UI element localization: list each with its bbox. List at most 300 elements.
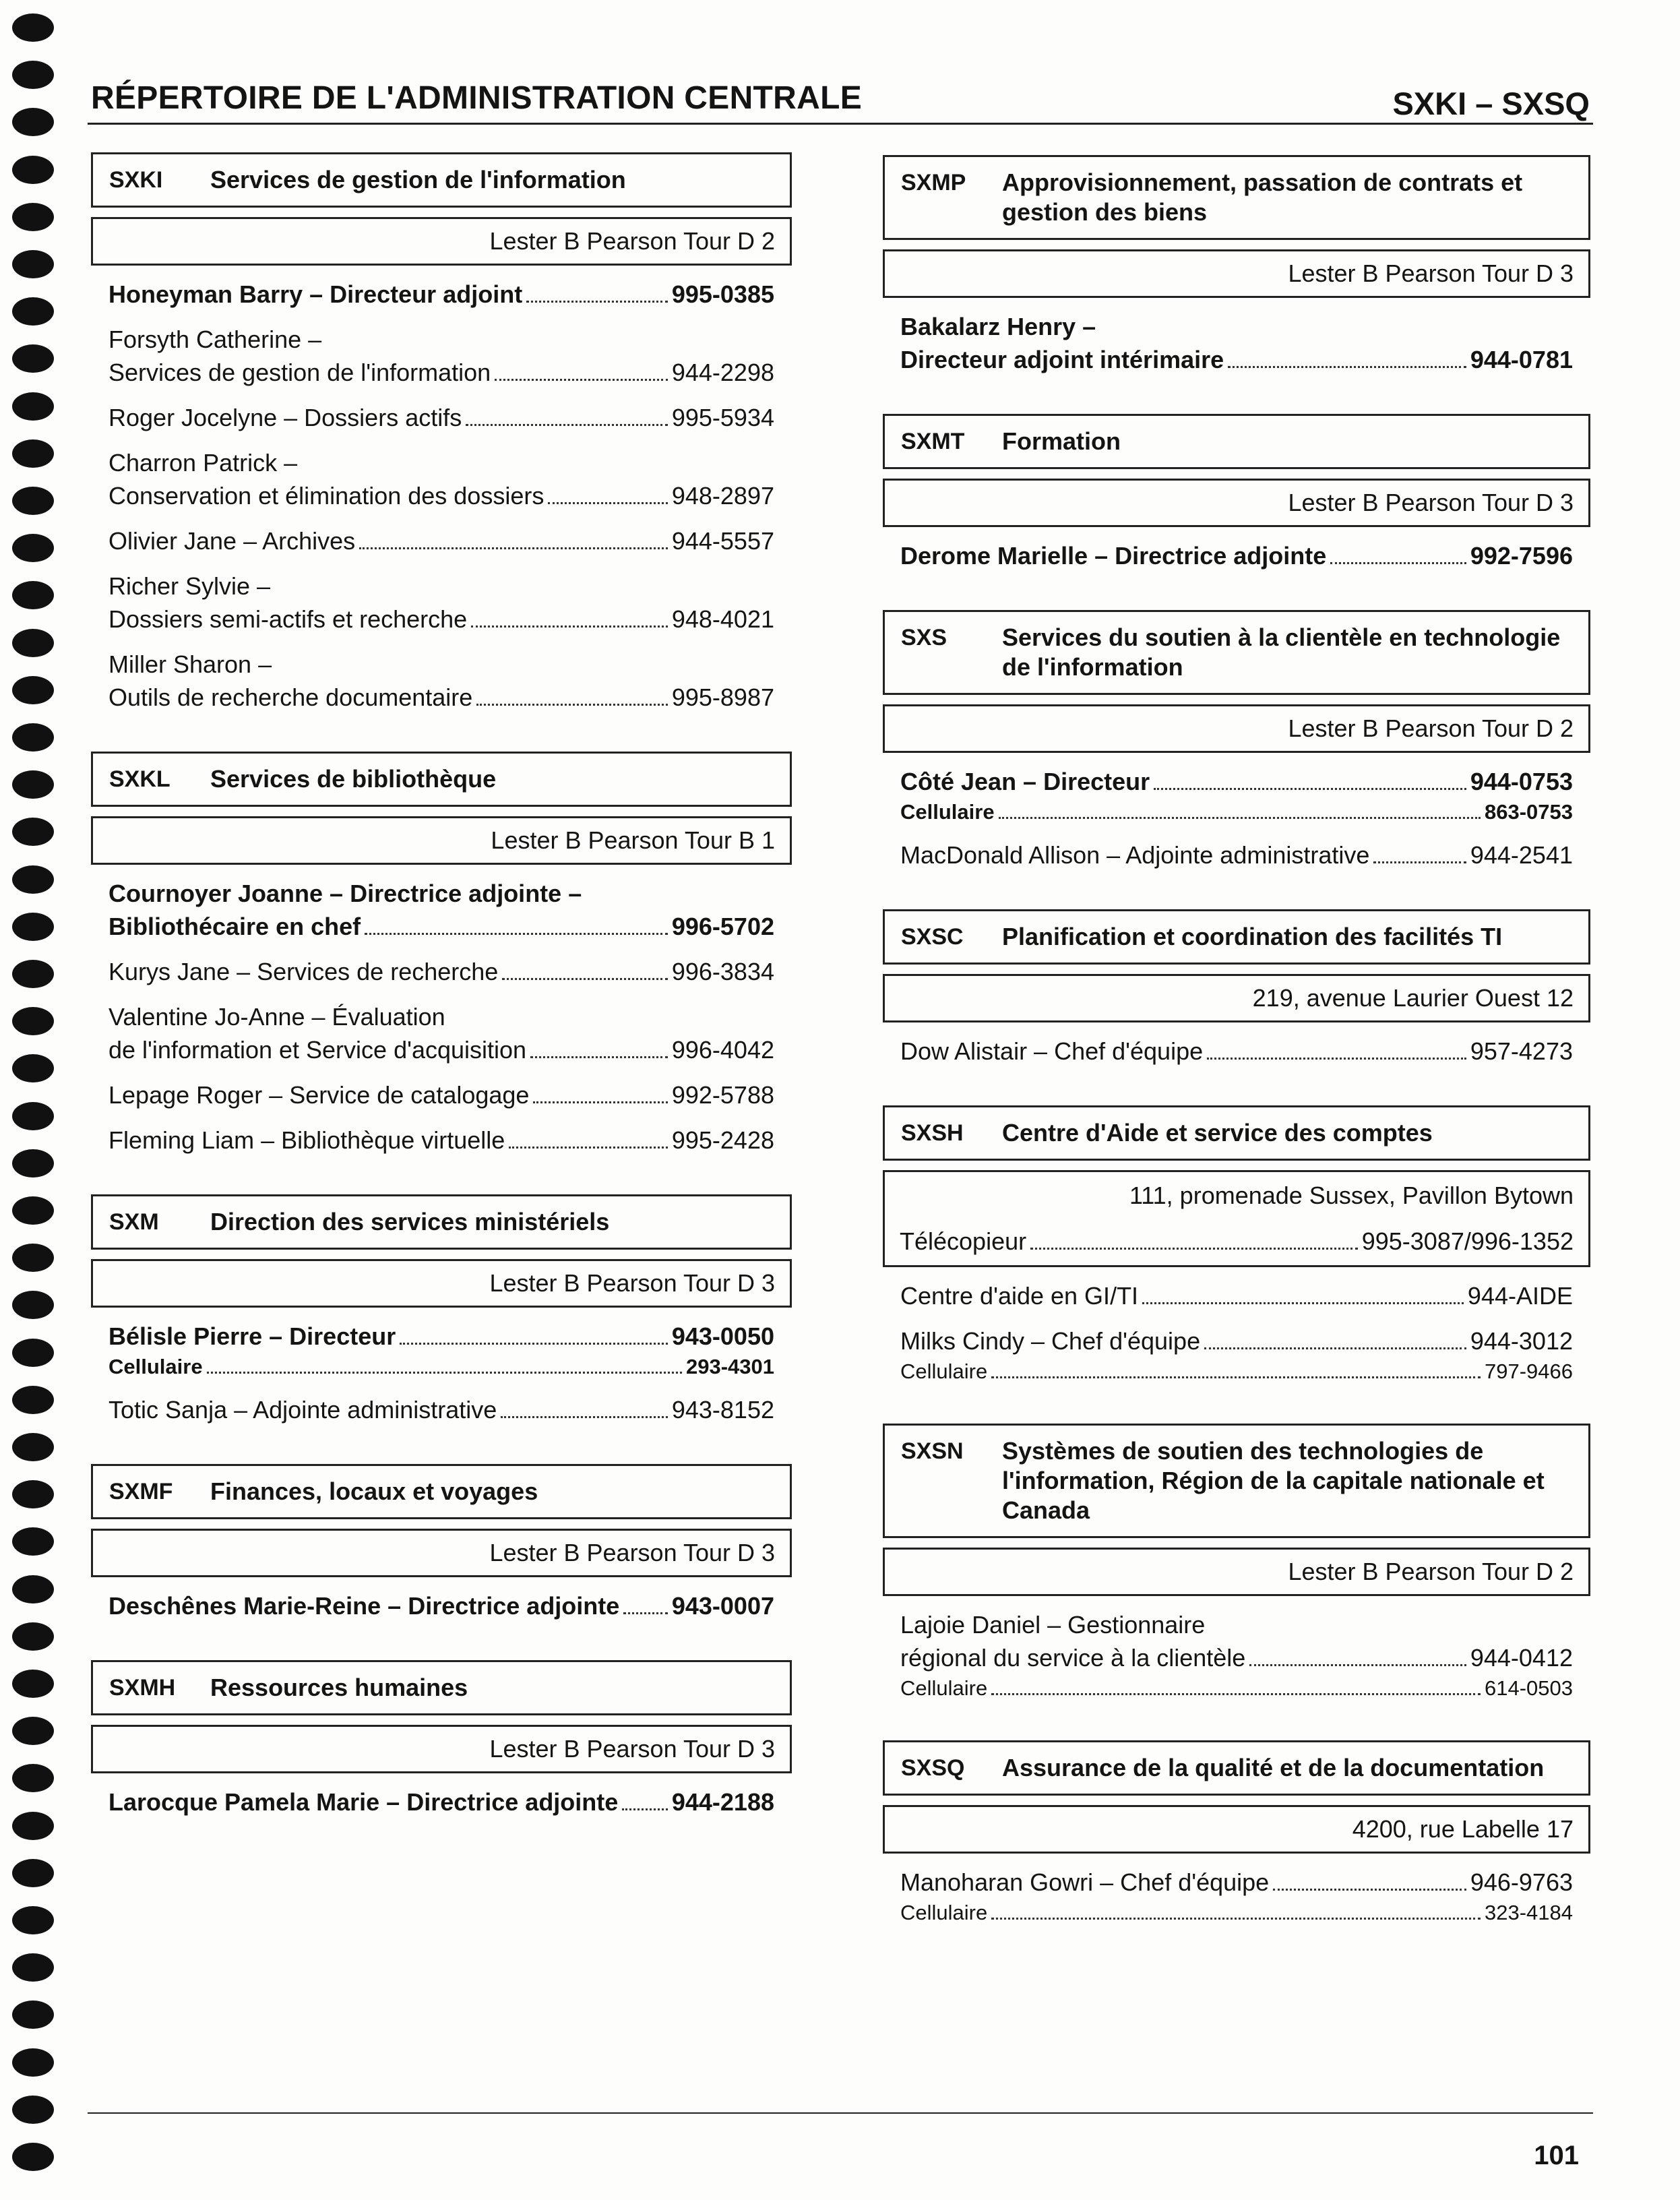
page-range: SXKI – SXSQ bbox=[1392, 86, 1590, 121]
section-code: SXSH bbox=[901, 1120, 964, 1146]
section-code: SXKL bbox=[109, 766, 170, 792]
entry-list bbox=[883, 1608, 1590, 1703]
location-address: 111, promenade Sussex, Pavillon Bytown bbox=[1129, 1182, 1574, 1209]
dot-leader bbox=[999, 817, 1481, 819]
contact-label: Dow Alistair – Chef d'équipe bbox=[900, 1037, 1204, 1065]
entry-line bbox=[900, 1641, 1573, 1674]
phone-number: 323-4184 bbox=[1484, 1901, 1573, 1924]
dot-leader bbox=[1207, 1058, 1466, 1060]
location-box bbox=[883, 974, 1590, 1022]
binding-hole bbox=[12, 1812, 54, 1840]
left-column bbox=[91, 152, 792, 1856]
section-title: Finances, locaux et voyages bbox=[210, 1477, 538, 1505]
section-sxmh bbox=[91, 1660, 792, 1819]
phone-number: 944-0753 bbox=[1470, 768, 1573, 795]
binding-hole bbox=[12, 1054, 54, 1082]
section-title-box bbox=[883, 909, 1590, 965]
location-address: Lester B Pearson Tour D 3 bbox=[1288, 259, 1574, 287]
contact-label: Larocque Pamela Marie – Directrice adjointe bbox=[108, 1788, 619, 1816]
section-sxkl bbox=[91, 752, 792, 1157]
entry-line bbox=[900, 310, 1573, 343]
binding-hole bbox=[12, 344, 54, 373]
section-title-box bbox=[883, 155, 1590, 240]
entry-list bbox=[91, 877, 792, 1157]
dot-leader bbox=[476, 704, 668, 706]
dot-leader bbox=[991, 1376, 1481, 1378]
phone-number: 863-0753 bbox=[1484, 800, 1573, 824]
directory-entry bbox=[108, 1785, 774, 1819]
phone-number: 944-2188 bbox=[671, 1788, 774, 1816]
entry-list bbox=[883, 1866, 1590, 1927]
section-code: SXMP bbox=[901, 170, 966, 195]
dot-leader bbox=[501, 1416, 668, 1418]
phone-number: 614-0503 bbox=[1484, 1676, 1573, 1700]
contact-label: Roger Jocelyne – Dossiers actifs bbox=[108, 404, 462, 431]
binding-hole bbox=[12, 960, 54, 988]
dot-leader bbox=[1204, 1347, 1466, 1349]
directory-entry bbox=[108, 955, 774, 988]
entry-line bbox=[108, 1393, 774, 1426]
contact-label: Services de gestion de l'information bbox=[108, 359, 491, 386]
phone-number: 944-2298 bbox=[671, 359, 774, 386]
binding-hole bbox=[12, 865, 54, 894]
contact-label: Miller Sharon – bbox=[108, 650, 272, 678]
section-code: SXSQ bbox=[901, 1755, 965, 1781]
section-sxmp bbox=[883, 155, 1590, 376]
entry-list bbox=[91, 1320, 792, 1426]
entry-line bbox=[900, 1324, 1573, 1357]
directory-entry bbox=[108, 446, 774, 512]
dot-leader bbox=[1273, 1889, 1466, 1891]
binding-hole bbox=[12, 61, 54, 89]
section-sxm bbox=[91, 1194, 792, 1426]
contact-label: Outils de recherche documentaire bbox=[108, 683, 473, 711]
phone-number: 943-0050 bbox=[671, 1322, 774, 1350]
binding-hole bbox=[12, 439, 54, 468]
entry-line bbox=[108, 1589, 774, 1622]
binding-hole bbox=[12, 250, 54, 278]
phone-number: 943-0007 bbox=[671, 1592, 774, 1620]
directory-entry bbox=[108, 401, 774, 434]
section-title: Ressources humaines bbox=[210, 1674, 468, 1701]
entry-line bbox=[108, 1000, 774, 1033]
binding-hole bbox=[12, 770, 54, 799]
contact-label: Totic Sanja – Adjointe administrative bbox=[108, 1396, 497, 1424]
binding-hole bbox=[12, 203, 54, 231]
dot-leader bbox=[1249, 1664, 1466, 1666]
directory-entry bbox=[900, 1279, 1573, 1312]
contact-label: Conservation et élimination des dossiers bbox=[108, 482, 545, 510]
location-address: Lester B Pearson Tour D 3 bbox=[489, 1269, 775, 1297]
phone-number: 995-2428 bbox=[671, 1126, 774, 1154]
section-title: Approvisionnement, passation de contrats et gestion des biens bbox=[1002, 169, 1523, 226]
cell-label: Cellulaire bbox=[900, 1901, 988, 1924]
binding-hole bbox=[12, 1670, 54, 1698]
contact-label: Derome Marielle – Directrice adjointe bbox=[900, 542, 1327, 570]
contact-label: Forsyth Catherine – bbox=[108, 326, 322, 353]
location-box bbox=[91, 1529, 792, 1577]
location-address: Lester B Pearson Tour B 1 bbox=[491, 826, 775, 854]
entry-line bbox=[900, 539, 1573, 572]
page-number: 101 bbox=[1534, 2141, 1579, 2170]
directory-entry bbox=[108, 570, 774, 636]
section-title-box bbox=[91, 152, 792, 208]
entry-line bbox=[108, 681, 774, 714]
entry-line bbox=[900, 765, 1573, 798]
binding-hole bbox=[12, 2096, 54, 2124]
binding-hole bbox=[12, 1386, 54, 1414]
dot-leader bbox=[1228, 366, 1466, 368]
fax-label: Télécopieur bbox=[900, 1227, 1027, 1255]
directory-entry bbox=[108, 524, 774, 557]
section-title-box bbox=[883, 1424, 1590, 1538]
entry-line bbox=[108, 1124, 774, 1157]
binding-hole bbox=[12, 1196, 54, 1225]
dot-leader bbox=[526, 301, 668, 303]
contact-label: Bakalarz Henry – bbox=[900, 313, 1096, 340]
binding-hole bbox=[12, 2143, 54, 2171]
entry-line bbox=[108, 603, 774, 636]
contact-label: Bélisle Pierre – Directeur bbox=[108, 1322, 396, 1350]
entry-line bbox=[108, 1033, 774, 1066]
dot-leader bbox=[1154, 788, 1466, 790]
section-code: SXMF bbox=[109, 1479, 173, 1504]
dot-leader bbox=[502, 978, 668, 980]
dot-leader bbox=[495, 379, 668, 381]
contact-label: Olivier Jane – Archives bbox=[108, 527, 356, 555]
dot-leader bbox=[1330, 562, 1466, 564]
binding-hole bbox=[12, 913, 54, 941]
contact-label: Centre d'aide en GI/TI bbox=[900, 1282, 1139, 1310]
binding-hole bbox=[12, 676, 54, 704]
contact-label: Lepage Roger – Service de catalogage bbox=[108, 1081, 530, 1109]
section-title-box bbox=[883, 1105, 1590, 1161]
entry-list bbox=[883, 310, 1590, 376]
entry-list bbox=[883, 1035, 1590, 1068]
directory-entry bbox=[108, 1589, 774, 1622]
directory-entry bbox=[900, 539, 1573, 572]
section-sxsq bbox=[883, 1740, 1590, 1927]
directory-entry bbox=[108, 648, 774, 714]
binding-hole bbox=[12, 108, 54, 136]
section-sxmt bbox=[883, 414, 1590, 572]
entry-line bbox=[108, 648, 774, 681]
dot-leader bbox=[466, 424, 668, 426]
phone-number: 992-7596 bbox=[1470, 542, 1573, 570]
phone-number: 944-AIDE bbox=[1467, 1282, 1573, 1310]
entry-line bbox=[108, 479, 774, 512]
binding-hole bbox=[12, 629, 54, 657]
page-title: RÉPERTOIRE DE L'ADMINISTRATION CENTRALE bbox=[91, 80, 863, 116]
phone-number: 944-5557 bbox=[671, 527, 774, 555]
phone-number: 293-4301 bbox=[685, 1355, 774, 1378]
cell-label: Cellulaire bbox=[108, 1355, 203, 1378]
entry-line bbox=[108, 955, 774, 988]
section-title: Systèmes de soutien des technologies de l'information, Région de la capitale nationale et Canada bbox=[1002, 1437, 1545, 1524]
cell-line bbox=[900, 1674, 1573, 1703]
dot-leader bbox=[1030, 1248, 1358, 1250]
section-code: SXMH bbox=[109, 1675, 176, 1701]
binding-hole bbox=[12, 156, 54, 184]
location-address: Lester B Pearson Tour D 3 bbox=[489, 1735, 775, 1763]
contact-label: MacDonald Allison – Adjointe administrative bbox=[900, 841, 1370, 869]
dot-leader bbox=[991, 1693, 1481, 1695]
dot-leader bbox=[365, 933, 668, 935]
section-code: SXKI bbox=[109, 167, 163, 193]
binding-hole bbox=[12, 1291, 54, 1319]
entry-line bbox=[108, 278, 774, 311]
section-code: SXM bbox=[109, 1209, 159, 1235]
binding-hole bbox=[12, 1575, 54, 1603]
contact-label: Manoharan Gowri – Chef d'équipe bbox=[900, 1868, 1270, 1896]
section-title-box bbox=[91, 752, 792, 807]
cell-label: Cellulaire bbox=[900, 1676, 988, 1700]
contact-label: Côté Jean – Directeur bbox=[900, 768, 1150, 795]
section-title: Services de gestion de l'information bbox=[210, 166, 626, 193]
phone-number: 948-4021 bbox=[671, 605, 774, 633]
location-box bbox=[91, 1725, 792, 1773]
entry-line bbox=[900, 1608, 1573, 1641]
entry-line bbox=[108, 401, 774, 434]
directory-entry bbox=[108, 1124, 774, 1157]
directory-entry bbox=[900, 1035, 1573, 1068]
binding-hole bbox=[12, 2048, 54, 2077]
location-box bbox=[883, 704, 1590, 753]
phone-number: 944-2541 bbox=[1470, 841, 1573, 869]
dot-leader bbox=[991, 1918, 1481, 1920]
dot-leader bbox=[530, 1056, 668, 1058]
location-address: Lester B Pearson Tour D 2 bbox=[489, 227, 775, 255]
phone-number: 995-0385 bbox=[671, 280, 774, 308]
fax-line bbox=[900, 1225, 1574, 1258]
phone-number: 946-9763 bbox=[1470, 1868, 1573, 1896]
directory-entry bbox=[108, 1078, 774, 1111]
entry-list bbox=[883, 1279, 1590, 1386]
dot-leader bbox=[533, 1101, 667, 1103]
section-code: SXS bbox=[901, 625, 947, 650]
phone-number: 995-8987 bbox=[671, 683, 774, 711]
entry-line bbox=[108, 1078, 774, 1111]
dot-leader bbox=[623, 1612, 668, 1614]
contact-label: Valentine Jo-Anne – Évaluation bbox=[108, 1003, 445, 1031]
right-column bbox=[883, 155, 1590, 1965]
binding-hole bbox=[12, 1622, 54, 1651]
binding-hole bbox=[12, 1480, 54, 1508]
entry-list bbox=[91, 1785, 792, 1819]
section-code: SXMT bbox=[901, 429, 965, 454]
location-address: Lester B Pearson Tour D 3 bbox=[1288, 489, 1574, 516]
dot-leader bbox=[622, 1808, 668, 1810]
cell-line bbox=[900, 1357, 1573, 1386]
phone-number: 996-4042 bbox=[671, 1036, 774, 1064]
binding-hole bbox=[12, 534, 54, 562]
cell-line bbox=[108, 1353, 774, 1381]
directory-entry bbox=[900, 1866, 1573, 1927]
entry-line bbox=[108, 446, 774, 479]
location-box bbox=[883, 249, 1590, 298]
binding-hole bbox=[12, 13, 54, 42]
footer-rule bbox=[88, 2112, 1593, 2114]
phone-number: 957-4273 bbox=[1470, 1037, 1573, 1065]
phone-number: 996-3834 bbox=[671, 958, 774, 985]
contact-label: Cournoyer Joanne – Directrice adjointe – bbox=[108, 880, 582, 907]
location-box bbox=[91, 816, 792, 865]
entry-line bbox=[900, 1279, 1573, 1312]
directory-entry bbox=[900, 1324, 1573, 1386]
contact-label: Richer Sylvie – bbox=[108, 572, 271, 600]
binding-hole bbox=[12, 1717, 54, 1745]
phone-number: 944-0412 bbox=[1470, 1644, 1573, 1672]
entry-line bbox=[108, 524, 774, 557]
binding-hole bbox=[12, 1906, 54, 1934]
section-title-box bbox=[883, 414, 1590, 469]
phone-number: 992-5788 bbox=[671, 1081, 774, 1109]
spiral-binding bbox=[12, 13, 57, 2197]
directory-entry bbox=[900, 1608, 1573, 1703]
section-title-box bbox=[883, 610, 1590, 695]
location-box bbox=[883, 1805, 1590, 1854]
phone-number: 944-3012 bbox=[1470, 1327, 1573, 1355]
section-code: SXSN bbox=[901, 1438, 964, 1464]
entry-list bbox=[91, 278, 792, 714]
entry-line bbox=[900, 1035, 1573, 1068]
location-box bbox=[883, 479, 1590, 527]
binding-hole bbox=[12, 487, 54, 515]
section-sxs bbox=[883, 610, 1590, 872]
contact-label: de l'information et Service d'acquisition bbox=[108, 1036, 527, 1064]
section-title-box bbox=[883, 1740, 1590, 1796]
directory-entry bbox=[108, 1320, 774, 1381]
section-title: Services du soutien à la clientèle en technologie de l'information bbox=[1002, 623, 1561, 681]
binding-hole bbox=[12, 1102, 54, 1130]
entry-line bbox=[108, 356, 774, 389]
location-address: 4200, rue Labelle 17 bbox=[1352, 1815, 1574, 1843]
section-title: Assurance de la qualité et de la documentation bbox=[1002, 1754, 1545, 1781]
entry-list bbox=[883, 539, 1590, 572]
dot-leader bbox=[400, 1343, 668, 1345]
binding-hole bbox=[12, 1007, 54, 1035]
dot-leader bbox=[1373, 861, 1466, 863]
entry-line bbox=[108, 910, 774, 943]
cell-line bbox=[900, 798, 1573, 826]
section-title: Centre d'Aide et service des comptes bbox=[1002, 1119, 1433, 1147]
cell-label: Cellulaire bbox=[900, 1359, 988, 1383]
contact-label: Bibliothécaire en chef bbox=[108, 913, 361, 940]
entry-line bbox=[108, 1320, 774, 1353]
directory-entry bbox=[108, 278, 774, 311]
binding-hole bbox=[12, 1339, 54, 1367]
cell-label: Cellulaire bbox=[900, 800, 995, 824]
phone-number: 797-9466 bbox=[1484, 1359, 1573, 1383]
binding-hole bbox=[12, 392, 54, 421]
dot-leader bbox=[548, 502, 668, 504]
phone-number: 943-8152 bbox=[671, 1396, 774, 1424]
phone-number: 944-0781 bbox=[1470, 346, 1573, 373]
header-rule bbox=[88, 123, 1593, 125]
section-title: Services de bibliothèque bbox=[210, 765, 497, 793]
phone-number: 948-2897 bbox=[671, 482, 774, 510]
binding-hole bbox=[12, 723, 54, 752]
location-address: Lester B Pearson Tour D 3 bbox=[489, 1539, 775, 1566]
location-address: Lester B Pearson Tour D 2 bbox=[1288, 1558, 1574, 1585]
contact-label: Charron Patrick – bbox=[108, 449, 298, 477]
contact-label: Lajoie Daniel – Gestionnaire bbox=[900, 1611, 1206, 1639]
section-sxki bbox=[91, 152, 792, 714]
fax-number: 995-3087/996-1352 bbox=[1361, 1227, 1574, 1255]
section-title: Direction des services ministériels bbox=[210, 1208, 610, 1235]
location-box bbox=[91, 1259, 792, 1308]
section-sxsc bbox=[883, 909, 1590, 1068]
entry-line bbox=[108, 877, 774, 910]
entry-line bbox=[108, 323, 774, 356]
dot-leader bbox=[471, 625, 668, 628]
contact-label: régional du service à la clientèle bbox=[900, 1644, 1246, 1672]
contact-label: Directeur adjoint intérimaire bbox=[900, 346, 1224, 373]
contact-label: Deschênes Marie-Reine – Directrice adjointe bbox=[108, 1592, 620, 1620]
entry-line bbox=[108, 1785, 774, 1819]
entry-line bbox=[900, 343, 1573, 376]
binding-hole bbox=[12, 297, 54, 326]
binding-hole bbox=[12, 2000, 54, 2029]
contact-label: Milks Cindy – Chef d'équipe bbox=[900, 1327, 1201, 1355]
contact-label: Dossiers semi-actifs et recherche bbox=[108, 605, 468, 633]
binding-hole bbox=[12, 1244, 54, 1272]
dot-leader bbox=[207, 1372, 682, 1374]
contact-label: Honeyman Barry – Directeur adjoint bbox=[108, 280, 523, 308]
section-sxsh bbox=[883, 1105, 1590, 1386]
binding-hole bbox=[12, 1527, 54, 1556]
binding-hole bbox=[12, 1953, 54, 1982]
location-address: Lester B Pearson Tour D 2 bbox=[1288, 714, 1574, 742]
location-box bbox=[883, 1170, 1590, 1267]
directory-entry bbox=[900, 765, 1573, 826]
directory-entry bbox=[108, 877, 774, 943]
section-code: SXSC bbox=[901, 924, 964, 950]
binding-hole bbox=[12, 1149, 54, 1178]
section-title-box bbox=[91, 1194, 792, 1250]
entry-line bbox=[108, 570, 774, 603]
section-sxsn bbox=[883, 1424, 1590, 1703]
contact-label: Kurys Jane – Services de recherche bbox=[108, 958, 499, 985]
location-address: 219, avenue Laurier Ouest 12 bbox=[1252, 984, 1574, 1012]
binding-hole bbox=[12, 581, 54, 609]
entry-list bbox=[883, 765, 1590, 872]
binding-hole bbox=[12, 818, 54, 846]
dot-leader bbox=[509, 1147, 668, 1149]
directory-entry bbox=[108, 323, 774, 389]
phone-number: 996-5702 bbox=[671, 913, 774, 940]
section-title-box bbox=[91, 1660, 792, 1715]
directory-entry bbox=[108, 1393, 774, 1426]
location-box bbox=[883, 1548, 1590, 1596]
location-box bbox=[91, 217, 792, 266]
dot-leader bbox=[1142, 1302, 1464, 1304]
phone-number: 995-5934 bbox=[671, 404, 774, 431]
dot-leader bbox=[359, 547, 668, 549]
entry-line bbox=[900, 838, 1573, 872]
directory-entry bbox=[108, 1000, 774, 1066]
directory-entry bbox=[900, 310, 1573, 376]
binding-hole bbox=[12, 1433, 54, 1461]
section-sxmf bbox=[91, 1464, 792, 1622]
entry-list bbox=[91, 1589, 792, 1622]
contact-label: Fleming Liam – Bibliothèque virtuelle bbox=[108, 1126, 505, 1154]
entry-line bbox=[900, 1866, 1573, 1899]
binding-hole bbox=[12, 1764, 54, 1792]
section-title-box bbox=[91, 1464, 792, 1519]
section-title: Planification et coordination des facilités TI bbox=[1002, 923, 1503, 950]
directory-entry bbox=[900, 838, 1573, 872]
